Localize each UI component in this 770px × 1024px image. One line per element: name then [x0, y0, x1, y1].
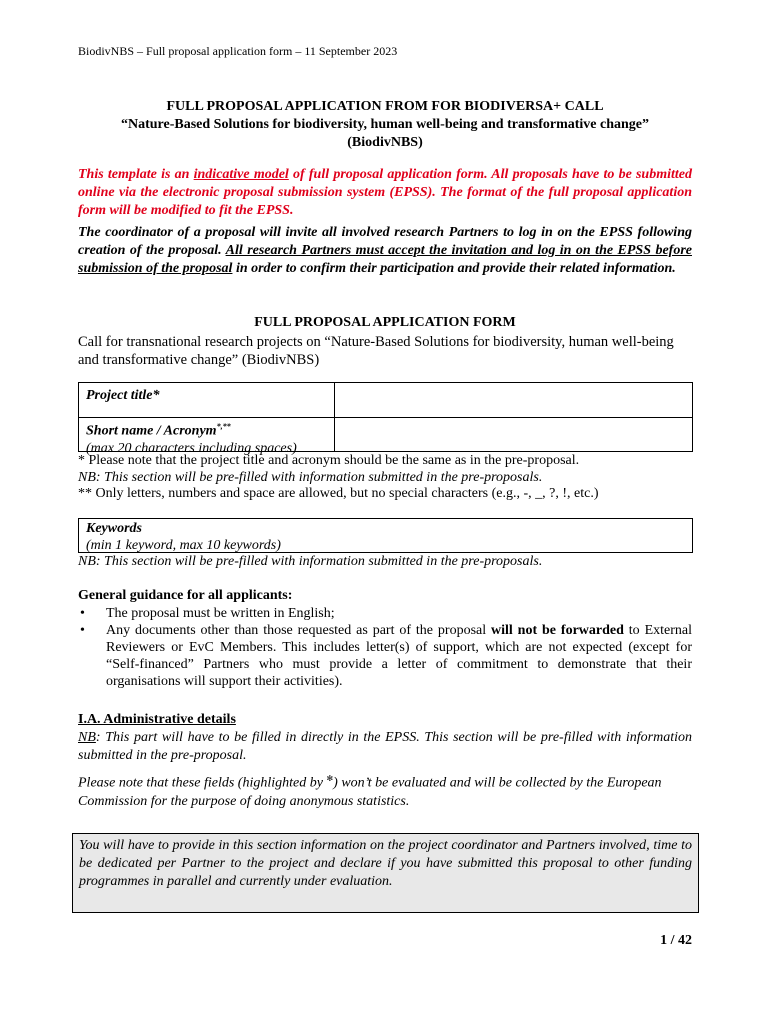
guidance-heading: General guidance for all applicants:: [78, 588, 293, 603]
call-description: Call for transnational research projects on “Nature-Based Solutions for biodiversity, human well-being and transformative change” (BiodivNBS): [78, 334, 674, 368]
short-name-field[interactable]: [335, 418, 692, 451]
coordinator-underlined: All research Partners must accept the invitation and log in on the EPSS before submission of the proposal: [78, 243, 692, 276]
project-note-2: NB: This section will be pre-filled with information submitted in the pre-proposals.: [78, 469, 543, 485]
guidance-item: • Any documents other than those requested as part of the proposal will not be forwarded to External Reviewers or EvC Members. This includes letter(s) of support, which are not expected (except for “Self-financed” Partners who must provide a letter of commitment to demonstrate that their organisations will support their activities).: [80, 623, 692, 689]
bullet-icon: •: [80, 623, 85, 638]
keywords-note: NB: This section will be pre-filled with information submitted in the pre-proposals.: [78, 554, 543, 569]
coordinator-text-1: The coordinator of a proposal will invite all involved research Partners to log in on the EPSS following creation of the proposal.: [78, 225, 692, 258]
admin-heading: I.A. Administrative details: [78, 712, 236, 727]
title-line-3: (BiodivNBS): [347, 135, 423, 150]
disclaimer-text-1: This template is an: [78, 167, 194, 182]
keywords-label-group: [86, 520, 281, 554]
keywords-hint: (min 1 keyword, max 10 keywords): [86, 538, 281, 553]
short-name-hint: (max 20 characters including spaces): [86, 440, 297, 456]
running-header: BiodivNBS – Full proposal application form – 11 September 2023: [78, 44, 398, 58]
admin-fields-note: Please note that these fields (highlighted by ✻) won’t be evaluated and will be collected by the European Commission for the purpose of doing anonymous statistics.: [78, 774, 662, 809]
project-title-field[interactable]: [335, 384, 692, 416]
coordinator-text-2: in order to confirm their participation and provide their related information.: [232, 261, 676, 276]
template-disclaimer: [78, 166, 692, 220]
guidance-list: [78, 605, 692, 690]
asterisk-icon: ✻: [326, 774, 334, 783]
project-table: [78, 382, 693, 456]
page-number: 1 / 42: [660, 933, 692, 948]
form-heading: FULL PROPOSAL APPLICATION FORM: [254, 315, 516, 330]
keywords-box[interactable]: [78, 518, 693, 553]
title-line-1: FULL PROPOSAL APPLICATION FROM FOR BIODIVERSA+ CALL: [166, 99, 604, 114]
bullet-icon: •: [80, 606, 85, 621]
disclaimer-text-2: of full proposal application form. All proposals have to be submitted online via the electronic proposal submission system (EPSS). The format of the full proposal application form will be modified to fit the EPSS.: [78, 167, 692, 218]
project-note-1: * Please note that the project title and acronym should be the same as in the pre-proposal.: [78, 453, 580, 468]
document-title: [78, 98, 692, 152]
short-name-label: Short name / Acronym*,** (max 20 characters including spaces): [86, 422, 297, 456]
admin-info-box: You will have to provide in this section information on the project coordinator and Partners involved, time to be dedicated per Partner to the project and declare if you have submitted this proposal to other funding programmes in parallel and currently under evaluation.: [72, 833, 699, 913]
admin-nb: NB: This part will have to be filled in directly in the EPSS. This section will be pre-filled with information submitted in the pre-proposal.: [78, 730, 692, 763]
disclaimer-underlined: indicative model: [193, 167, 289, 182]
project-title-label: Project title*: [86, 388, 160, 403]
keywords-label: Keywords: [86, 521, 142, 536]
title-line-2: “Nature-Based Solutions for biodiversity, human well-being and transformative change”: [120, 117, 649, 132]
guidance-item: • The proposal must be written in English;: [80, 606, 335, 621]
coordinator-note: [78, 224, 692, 278]
project-note-3: ** Only letters, numbers and space are allowed, but no special characters (e.g., -, _, ?, !, etc.): [78, 486, 599, 501]
nb-label: NB: [78, 730, 96, 745]
project-notes: [78, 453, 698, 503]
